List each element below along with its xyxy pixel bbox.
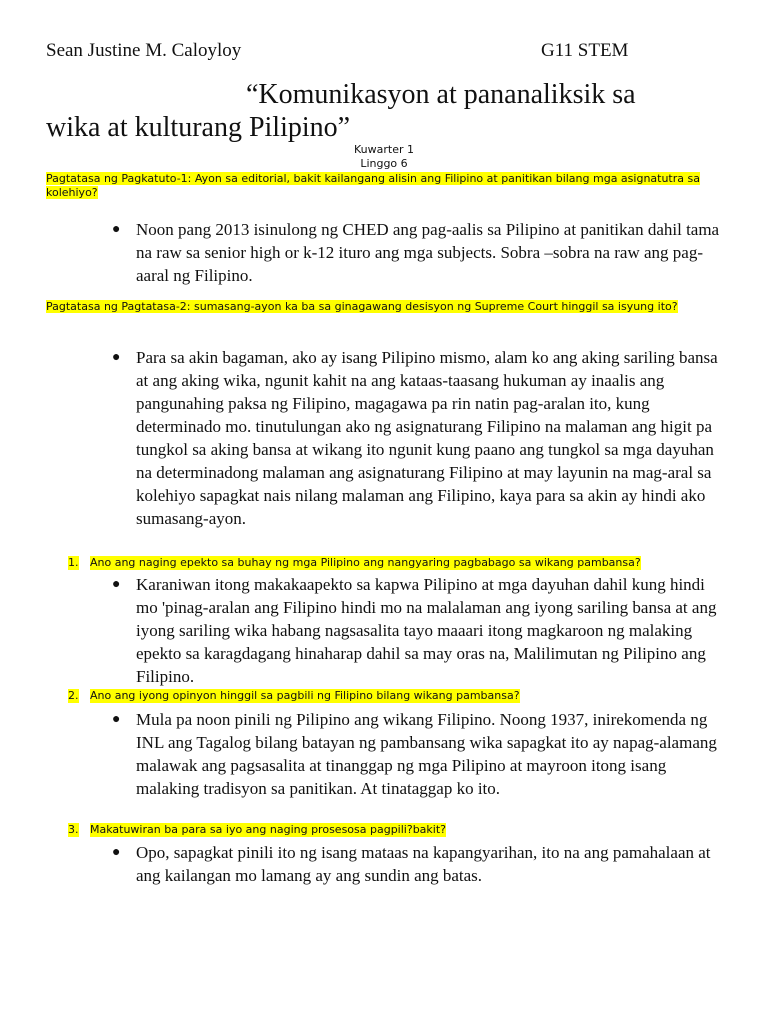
title-line-1: “Komunikasyon at pananaliksik sa (246, 79, 636, 110)
document-title (46, 78, 726, 144)
prompt-1-text: Pagtatasa ng Pagkatuto-1: Ayon sa editorial, bakit kailangang alisin ang Filipino at panitikan bilang mga asignatutra sa kolehiyo? (46, 172, 700, 199)
answer-1-text: Noon pang 2013 isinulong ng CHED ang pag-aalis sa Pilipino at panitikan dahil tama na raw sa senior high or k-12 ituro ang mga subjects. Sobra –sobra na raw ang pag-aaral ng Filipino. (136, 220, 720, 285)
question-3-number: 3. (68, 823, 79, 836)
prompt-2 (46, 300, 721, 314)
question-1-number: 1. (68, 556, 79, 569)
question-2-number: 2. (68, 689, 79, 702)
grade-strand: G11 STEM (541, 40, 629, 61)
bullet-icon: ● (112, 350, 121, 365)
prompt-1 (46, 172, 721, 200)
question-1-answer (112, 573, 726, 688)
bullet-icon: ● (112, 712, 121, 727)
question-1-text: Ano ang naging epekto sa buhay ng mga Pilipino ang nangyaring pagbabago sa wikang pambansa? (90, 556, 641, 569)
bullet-icon: ● (112, 222, 121, 237)
answer-2-text: Para sa akin bagaman, ako ay isang Pilipino mismo, alam ko ang aking sariling bansa at ang aking wika, ngunit kahit na ang kataas-taasang hukuman ay inaalis ang pangunahing paksa ng Filipino, magagawa pa rin natin pag-aralan ito, kung determinado mo. tinutulungan ako ng asignaturang Filipino na malaman ang higit pa tungkol sa aking bansa at wikang ito ngunit kung paano ang tungkol sa mga dayuhan na determinadong malaman ang asignaturang Filipino at may layunin na mag-aral sa kolehiyo sapagkat nais nilang malaman ang Filipino, kaya para sa akin ay hindi ako sumasang-ayon. (136, 348, 718, 528)
student-name: Sean Justine M. Caloyloy (46, 40, 242, 61)
title-line-2: wika at kulturang Pilipino” (46, 112, 351, 143)
question-2-answer-text: Mula pa noon pinili ng Pilipino ang wikang Filipino. Noong 1937, inirekomenda ng INL ang Tagalog bilang batayan ng pambansang wika sapagkat ito ay napag-alamang malawak ang pagsasalita at tinanggap ng mga Pilipino at mayroon itong isang malaking tradisyon sa panitikan. At tinataggap ko ito. (136, 710, 717, 798)
question-1-answer-text: Karaniwan itong makakaapekto sa kapwa Pilipino at mga dayuhan dahil kung hindi mo 'pinag-aralan ang Filipino hindi mo na malalaman ang iyong sariling bansa at ang iyong sariling wika habang nagsasalita tayo maaari itong magkaroon ng malaking epekto sa karagdagang hinaharap dahil sa may oras na, Malilimutan ng Pilipino ang Filipino. (136, 575, 717, 686)
question-3-text: Makatuwiran ba para sa iyo ang naging prosesosa pagpili?bakit? (90, 823, 446, 836)
quarter-label: Kuwarter 1 (354, 143, 414, 156)
answer-2 (112, 346, 726, 530)
question-3-answer (112, 841, 726, 887)
week-label: Linggo 6 (360, 157, 408, 170)
answer-1 (112, 218, 726, 287)
bullet-icon: ● (112, 577, 121, 592)
question-2-answer (112, 708, 726, 800)
question-2-text: Ano ang iyong opinyon hinggil sa pagbili ng Filipino bilang wikang pambansa? (90, 689, 520, 702)
question-3-answer-text: Opo, sapagkat pinili ito ng isang mataas na kapangyarihan, ito na ang pamahalaan at ang kailangan mo lamang ay ang sundin ang batas. (136, 843, 711, 885)
header-row (46, 40, 722, 64)
bullet-icon: ● (112, 845, 121, 860)
prompt-2-text: Pagtatasa ng Pagtatasa-2: sumasang-ayon ka ba sa ginagawang desisyon ng Supreme Court hinggil sa isyung ito? (46, 300, 678, 313)
